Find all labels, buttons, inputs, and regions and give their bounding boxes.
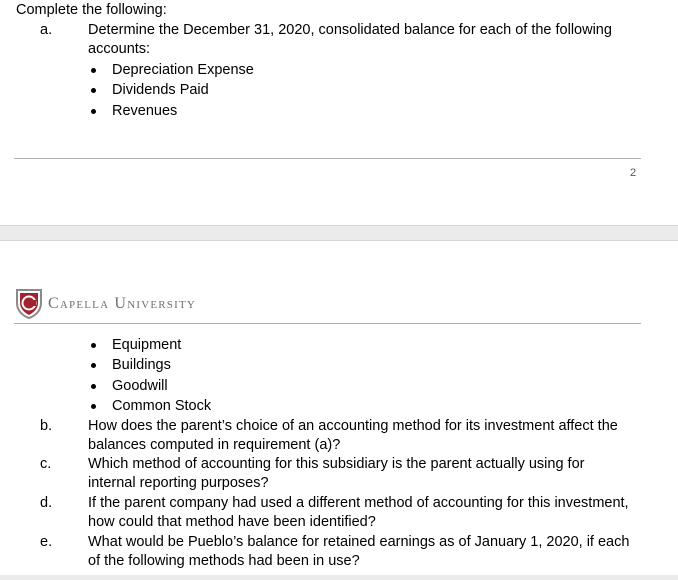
page-separator: [0, 225, 678, 241]
bullet-common-stock: Common Stock: [112, 398, 212, 414]
header-divider: [14, 323, 641, 324]
bullet-dividends-paid: Dividends Paid: [112, 82, 209, 98]
bullet-equipment: Equipment: [112, 337, 182, 353]
item-d-line2: how could that method have been identified?: [88, 514, 376, 530]
item-a-label: a.: [40, 22, 53, 38]
item-b-label: b.: [40, 418, 53, 434]
item-e-line1: What would be Pueblo’s balance for retained earnings as of January 1, 2020, if each: [88, 534, 630, 550]
bullet-marker: [91, 363, 96, 368]
page-number: 2: [630, 167, 637, 179]
item-d-line1: If the parent company had used a different method of accounting for this investment,: [88, 495, 629, 511]
bullet-marker: [91, 88, 96, 93]
bullet-buildings: Buildings: [112, 357, 171, 373]
item-e-label: e.: [40, 534, 53, 550]
item-b-line1: How does the parent’s choice of an accounting method for its investment affect the: [88, 418, 618, 434]
item-c-line2: internal reporting purposes?: [88, 475, 269, 491]
bullet-marker: [91, 68, 96, 73]
bullet-marker: [91, 404, 96, 409]
item-c-label: c.: [40, 456, 52, 472]
footer-divider: [14, 158, 641, 159]
item-b-line2: balances computed in requirement (a)?: [88, 437, 341, 453]
item-a-line1: Determine the December 31, 2020, consolidated balance for each of the following: [88, 22, 612, 38]
bullet-revenues: Revenues: [112, 103, 178, 119]
logo-wordmark: Capella University: [48, 295, 197, 312]
capella-shield-logo: [15, 287, 43, 319]
item-d-label: d.: [40, 495, 53, 511]
instructions-heading: Complete the following:: [16, 2, 167, 18]
bullet-marker: [91, 343, 96, 348]
bullet-marker: [91, 109, 96, 114]
bullet-marker: [91, 384, 96, 389]
bullet-depreciation-expense: Depreciation Expense: [112, 62, 254, 78]
item-e-line2: of the following methods had been in use?: [88, 553, 360, 569]
item-c-line1: Which method of accounting for this subsidiary is the parent actually using for: [88, 456, 585, 472]
item-a-line2: accounts:: [88, 41, 151, 57]
viewer-bottom-edge: [0, 575, 678, 580]
bullet-goodwill: Goodwill: [112, 378, 168, 394]
